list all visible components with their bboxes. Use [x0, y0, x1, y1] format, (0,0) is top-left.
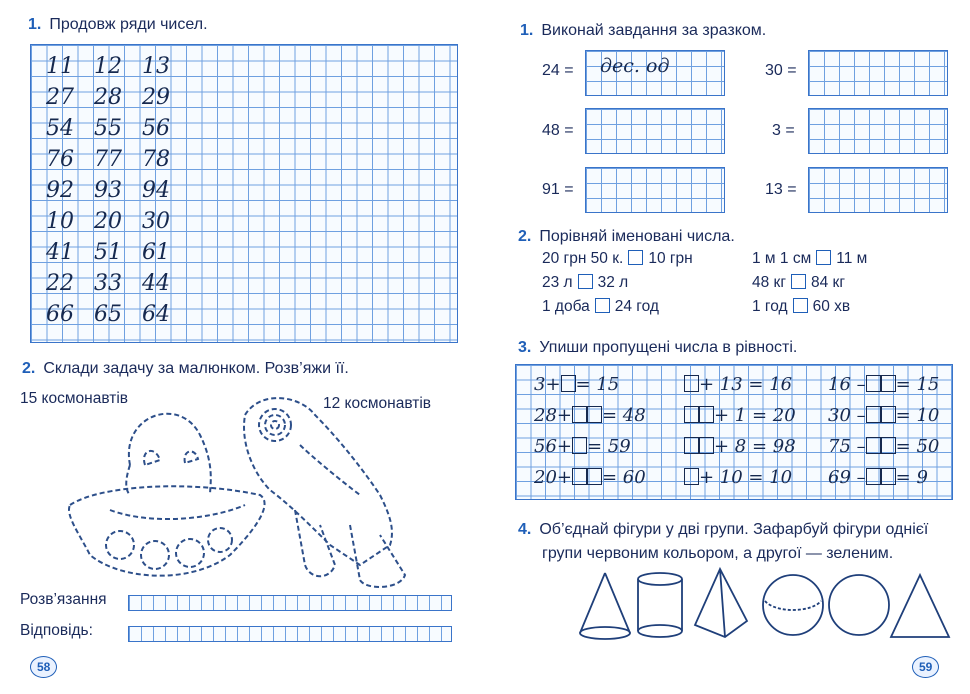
compare-right: 32 л	[597, 274, 629, 291]
sequence-number: 51	[94, 240, 122, 265]
equation	[534, 467, 646, 488]
equation-text: 3+	[534, 374, 561, 395]
example-box-91[interactable]	[585, 167, 725, 213]
sequence-row	[46, 147, 196, 172]
answer-box[interactable]	[866, 375, 881, 392]
answer-box[interactable]	[684, 375, 699, 392]
sequence-number: 33	[94, 271, 122, 296]
compare-box[interactable]	[816, 250, 831, 265]
sequence-number: 10	[46, 209, 74, 234]
equation-text: = 10	[895, 405, 940, 426]
page-number-right: 59	[912, 656, 939, 678]
page-number-left: 58	[30, 656, 57, 678]
equation-text: + 1 = 20	[714, 405, 796, 426]
compare-left: 23 л	[542, 274, 573, 291]
right-task4-line2: групи червоним кольором, а другої — зеленим.	[542, 545, 894, 562]
equation-text: = 50	[895, 436, 940, 457]
left-task1-heading: 1. Продовж ряди чисел.	[28, 16, 208, 33]
solution-label: Розв’язання	[20, 591, 107, 608]
equation-text: + 13 = 16	[699, 374, 793, 395]
compare-left: 1 м 1 см	[752, 250, 812, 267]
equation-text: = 59	[587, 436, 631, 457]
example-24: 24 =	[542, 62, 574, 79]
triangle-icon[interactable]	[891, 575, 949, 637]
answer-label: Відповідь:	[20, 622, 93, 639]
example-3: 3 =	[772, 122, 795, 139]
pyramid-icon[interactable]	[695, 569, 747, 637]
answer-box[interactable]	[572, 406, 587, 423]
compare-item	[542, 274, 628, 292]
answer-box[interactable]	[561, 375, 576, 392]
equation-text: 20+	[534, 467, 572, 488]
answer-box[interactable]	[881, 406, 896, 423]
equation	[534, 405, 646, 426]
answer-box[interactable]	[866, 437, 881, 454]
equation-text: = 15	[895, 374, 940, 395]
answer-box[interactable]	[866, 468, 881, 485]
compare-right: 60 хв	[812, 298, 851, 315]
compare-left: 48 кг	[752, 274, 786, 291]
compare-item	[752, 274, 845, 292]
answer-box[interactable]	[684, 437, 699, 454]
sequence-number: 22	[46, 271, 74, 296]
equation	[534, 436, 631, 457]
example-box-3[interactable]	[808, 108, 948, 154]
sequence-number: 20	[94, 209, 122, 234]
answer-box[interactable]	[881, 375, 896, 392]
compare-box[interactable]	[793, 298, 808, 313]
sequence-number: 61	[142, 240, 170, 265]
compare-box[interactable]	[628, 250, 643, 265]
sequence-number: 41	[46, 240, 74, 265]
compare-right: 84 кг	[810, 274, 845, 291]
shapes-row	[575, 565, 955, 645]
compare-item	[542, 298, 659, 316]
example-box-48[interactable]	[585, 108, 725, 154]
equation	[684, 467, 792, 488]
sequence-row	[46, 54, 196, 79]
equation	[828, 405, 939, 426]
sequence-number: 77	[94, 147, 122, 172]
sequence-number: 78	[142, 147, 170, 172]
sequence-number: 30	[142, 209, 170, 234]
compare-box[interactable]	[791, 274, 806, 289]
sequence-number: 29	[142, 85, 170, 110]
sequence-row	[46, 302, 196, 327]
label-15: 15 космонавтів	[20, 390, 129, 407]
equation	[534, 374, 619, 395]
sequence-number: 64	[142, 302, 170, 327]
right-task4-heading: 4. Об’єднай фігури у дві групи. Зафарбуй фігури однієї	[518, 521, 929, 538]
compare-item	[542, 250, 693, 268]
solution-strip[interactable]	[128, 595, 452, 611]
equation-text: 69 –	[828, 467, 866, 488]
sequence-row	[46, 271, 196, 296]
sequence-number: 44	[142, 271, 170, 296]
ufo-rocket-illustration	[60, 395, 440, 595]
cone-icon[interactable]	[580, 573, 630, 639]
equation-text: = 15	[575, 374, 620, 395]
answer-box[interactable]	[587, 468, 602, 485]
right-task3-heading: 3. Упиши пропущені числа в рівності.	[518, 339, 798, 356]
equation-text: 75 –	[828, 436, 866, 457]
label-12: 12 космонавтів	[323, 395, 432, 412]
sequence-number: 54	[46, 116, 74, 141]
equation	[828, 374, 939, 395]
answer-box[interactable]	[881, 468, 896, 485]
answer-box[interactable]	[572, 437, 587, 454]
equation-text: 16 –	[828, 374, 866, 395]
equation	[684, 374, 792, 395]
example-13: 13 =	[765, 181, 797, 198]
equation	[828, 436, 939, 457]
equation-text: 28+	[534, 405, 572, 426]
compare-right: 10 грн	[648, 250, 693, 267]
equation-text: + 10 = 10	[699, 467, 793, 488]
compare-box[interactable]	[595, 298, 610, 313]
right-task2-heading: 2. Порівняй іменовані числа.	[518, 228, 735, 245]
equation-text: 56+	[534, 436, 572, 457]
compare-item	[752, 250, 867, 268]
sequence-row	[46, 85, 196, 110]
sequence-number: 13	[142, 54, 170, 79]
sequence-number: 66	[46, 302, 74, 327]
sequence-number: 76	[46, 147, 74, 172]
compare-right: 11 м	[836, 250, 868, 267]
sequence-number: 92	[46, 178, 74, 203]
compare-item	[752, 298, 850, 316]
sequence-row	[46, 178, 196, 203]
sequence-row	[46, 116, 196, 141]
example-48: 48 =	[542, 122, 574, 139]
answer-box[interactable]	[866, 406, 881, 423]
equation	[684, 436, 796, 457]
sequence-number: 65	[94, 302, 122, 327]
compare-left: 1 год	[752, 298, 788, 315]
answer-box[interactable]	[572, 468, 587, 485]
answer-box[interactable]	[699, 406, 714, 423]
answer-strip[interactable]	[128, 626, 452, 642]
example-91: 91 =	[542, 181, 574, 198]
equation-text: = 9	[895, 467, 928, 488]
equation-text: + 8 = 98	[714, 436, 796, 457]
example-box-13[interactable]	[808, 167, 948, 213]
equation-text: 30 –	[828, 405, 866, 426]
sphere-icon[interactable]	[763, 575, 823, 635]
sequence-number: 93	[94, 178, 122, 203]
right-task1-heading: 1. Виконай завдання за зразком.	[520, 22, 767, 39]
answer-box[interactable]	[684, 468, 699, 485]
sequence-number: 56	[142, 116, 170, 141]
sequence-number: 28	[94, 85, 122, 110]
circle-icon[interactable]	[829, 575, 889, 635]
answer-box[interactable]	[699, 437, 714, 454]
sample-answer: дес. од	[600, 55, 670, 77]
answer-box[interactable]	[881, 437, 896, 454]
answer-box[interactable]	[587, 406, 602, 423]
equation	[828, 467, 928, 488]
equation-text: = 48	[602, 405, 646, 426]
cylinder-icon[interactable]	[638, 573, 682, 637]
equation	[684, 405, 796, 426]
sequence-number: 55	[94, 116, 122, 141]
sequence-number: 12	[94, 54, 122, 79]
compare-right: 24 год	[614, 298, 659, 315]
sequence-number: 11	[46, 54, 74, 79]
answer-box[interactable]	[684, 406, 699, 423]
left-task2-heading: 2. Склади задачу за малюнком. Розв’яжи її.	[22, 360, 349, 377]
compare-left: 20 грн 50 к.	[542, 250, 624, 267]
sequence-number: 94	[142, 178, 170, 203]
example-box-30[interactable]	[808, 50, 948, 96]
sequence-row	[46, 240, 196, 265]
sequence-row	[46, 209, 196, 234]
sequence-number: 27	[46, 85, 74, 110]
compare-box[interactable]	[578, 274, 593, 289]
example-30: 30 =	[765, 62, 797, 79]
compare-left: 1 доба	[542, 298, 590, 315]
equation-text: = 60	[602, 467, 646, 488]
